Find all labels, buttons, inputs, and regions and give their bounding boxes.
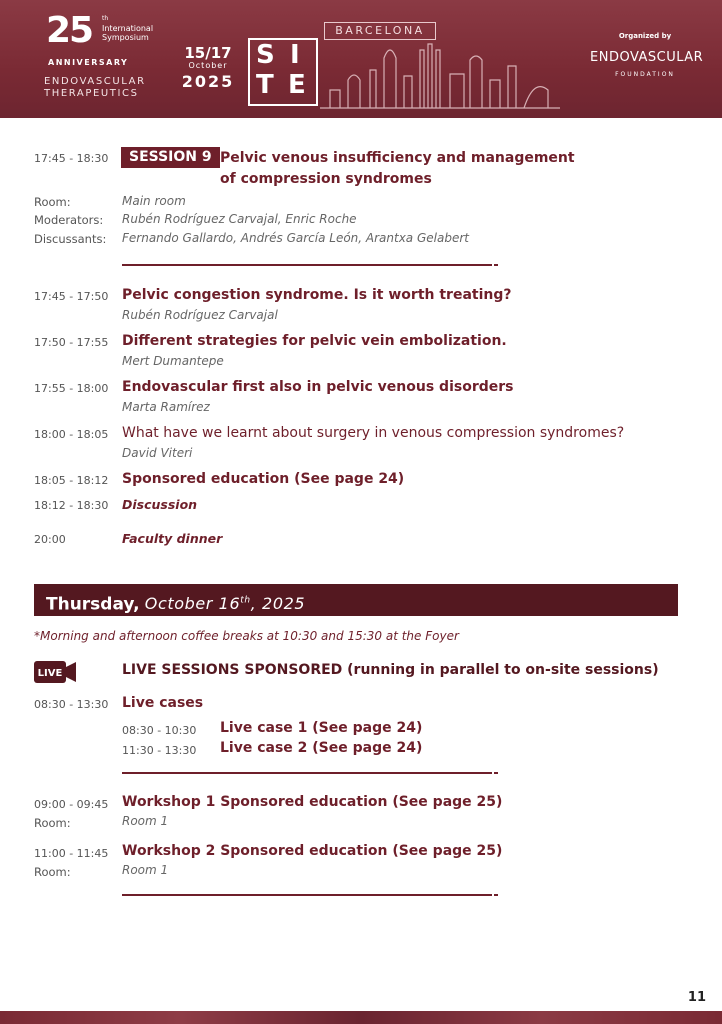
session-time: 17:45 - 18:30 [34, 152, 109, 165]
case-title: Live case 1 (See page 24) [220, 720, 423, 736]
talk-speaker: Marta Ramírez [122, 400, 210, 414]
talk-time: 18:05 - 18:12 [34, 474, 109, 487]
discussants-label: Discussants: [34, 232, 107, 246]
talk-title: Pelvic congestion syndrome. Is it worth treating? [122, 287, 512, 303]
page-number: 11 [687, 990, 706, 1005]
symposium-label: International Symposium [102, 24, 154, 42]
barcelona-skyline-icon [320, 30, 560, 110]
talk-title: Different strategies for pelvic vein embolization. [122, 333, 507, 349]
room-label: Room: [34, 195, 71, 209]
case-title: Live case 2 (See page 24) [220, 740, 423, 756]
talk-title: Discussion [122, 497, 198, 512]
divider [122, 772, 492, 774]
live-camera-icon [34, 661, 76, 683]
room-value: Main room [122, 194, 186, 208]
case-time: 08:30 - 10:30 [122, 724, 197, 737]
talk-title: Endovascular first also in pelvic venous disorders [122, 379, 514, 395]
case-time: 11:30 - 13:30 [122, 744, 197, 757]
talk-time: 20:00 [34, 533, 66, 546]
workshop-time: 11:00 - 11:45 [34, 847, 109, 860]
workshop-room-label: Room: [34, 816, 71, 830]
workshop-room-label: Room: [34, 865, 71, 879]
discussants-value: Fernando Gallardo, Andrés García León, Arantxa Gelabert [122, 231, 469, 245]
workshop-room: Room 1 [122, 863, 169, 877]
organizer-logo: Organized by ENDOVASCULAR FOUNDATION [590, 32, 704, 78]
session-title: Pelvic venous insufficiency and management of compression syndromes [220, 150, 575, 187]
city-label: BARCELONA [324, 22, 436, 40]
svg-text:LIVE: LIVE [37, 668, 63, 679]
workshop-title: Workshop 2 Sponsored education (See page 25) [122, 843, 503, 859]
workshop-title: Workshop 1 Sponsored education (See page 25) [122, 794, 503, 810]
event-dates: 15/17 October 2025 [181, 44, 235, 91]
talk-title: Faculty dinner [122, 531, 223, 546]
moderators-label: Moderators: [34, 213, 104, 227]
session-badge: SESSION 9 [121, 147, 220, 168]
anniversary-number: 25 [46, 10, 93, 51]
live-time: 08:30 - 13:30 [34, 698, 109, 711]
header-banner [0, 0, 722, 118]
talk-time: 18:12 - 18:30 [34, 499, 109, 512]
coffee-break-note: *Morning and afternoon coffee breaks at 10:30 and 15:30 at the Foyer [34, 629, 459, 643]
footer-strip [0, 1011, 722, 1024]
talk-time: 18:00 - 18:05 [34, 428, 109, 441]
talk-time: 17:55 - 18:00 [34, 382, 109, 395]
workshop-time: 09:00 - 09:45 [34, 798, 109, 811]
divider [122, 894, 492, 896]
live-sessions-title: LIVE SESSIONS SPONSORED (running in parallel to on-site sessions) [122, 662, 659, 678]
day-header: Thursday, October 16th, 2025 [34, 584, 678, 616]
anniversary-label: ANNIVERSARY [48, 58, 129, 67]
talk-title: Sponsored education (See page 24) [122, 471, 405, 487]
talk-speaker: Mert Dumantepe [122, 354, 224, 368]
talk-title: What have we learnt about surgery in venous compression syndromes? [122, 425, 625, 441]
workshop-room: Room 1 [122, 814, 169, 828]
talk-speaker: David Viteri [122, 446, 193, 460]
talk-time: 17:50 - 17:55 [34, 336, 109, 349]
live-cases-label: Live cases [122, 695, 204, 711]
endovascular-therapeutics-label: ENDOVASCULAR THERAPEUTICS [44, 76, 146, 99]
talk-speaker: Rubén Rodríguez Carvajal [122, 308, 278, 322]
site-logo: S I T E [248, 38, 318, 106]
moderators-value: Rubén Rodríguez Carvajal, Enric Roche [122, 212, 357, 226]
anniversary-suffix: th [102, 15, 109, 22]
talk-time: 17:45 - 17:50 [34, 290, 109, 303]
divider [122, 264, 492, 266]
